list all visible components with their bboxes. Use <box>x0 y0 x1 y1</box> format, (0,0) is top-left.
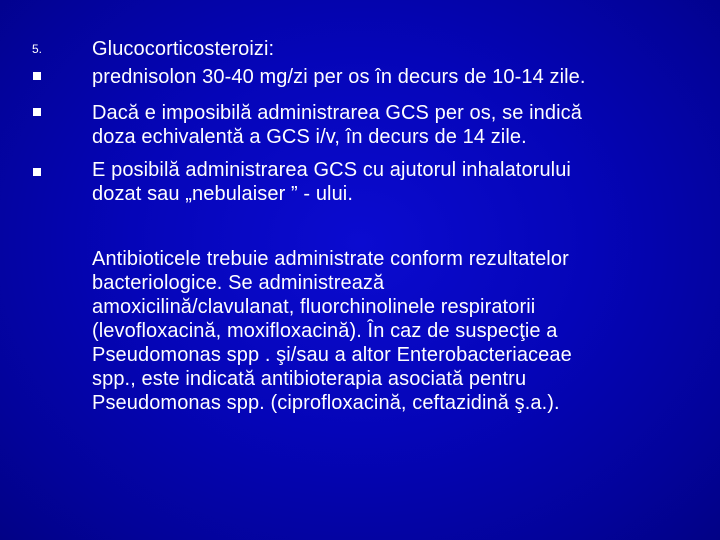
list-item-line: doza echivalentă a GCS i/v, în decurs de 14 zile. <box>92 126 527 148</box>
list-item-line: E posibilă administrarea GCS cu ajutorul inhalatorului <box>92 159 571 181</box>
paragraph-line: Antibioticele trebuie administrate conform rezultatelor <box>92 248 569 270</box>
paragraph-line: (levofloxacină, moxifloxacină). În caz de suspecţie a <box>92 320 558 342</box>
square-bullet-icon <box>30 159 44 185</box>
list-number-marker: 5. <box>31 42 42 56</box>
paragraph-line: bacteriologice. Se administrează <box>92 272 385 294</box>
square-bullet-icon <box>30 63 44 89</box>
antibiotics-paragraph <box>92 247 682 415</box>
square-bullet-icon <box>30 99 44 125</box>
list-item-line: Dacă e imposibilă administrarea GCS per os, se indică <box>92 102 582 124</box>
list-item-line: dozat sau „nebulaiser ” - ului. <box>92 183 354 205</box>
list-item-inhaler <box>92 158 682 206</box>
paragraph-line: amoxicilină/clavulanat, fluorchinolinele respiratorii <box>92 296 536 318</box>
list-item-glucocorticosteroids <box>92 37 682 61</box>
paragraph-line: Pseudomonas spp . şi/sau a altor Enterobacteriaceae <box>92 344 572 366</box>
list-item-line: prednisolon 30-40 mg/zi per os în decurs de 10-14 zile. <box>92 66 586 88</box>
paragraph-line: spp., este indicată antibioterapia asociată pentru <box>92 368 527 390</box>
paragraph-line: Pseudomonas spp. (ciprofloxacină, ceftazidină ş.a.). <box>92 392 560 414</box>
list-item-prednisolone <box>92 65 682 89</box>
list-item-iv-gcs <box>92 101 682 149</box>
list-item-line: Glucocorticosteroizi: <box>92 38 275 60</box>
